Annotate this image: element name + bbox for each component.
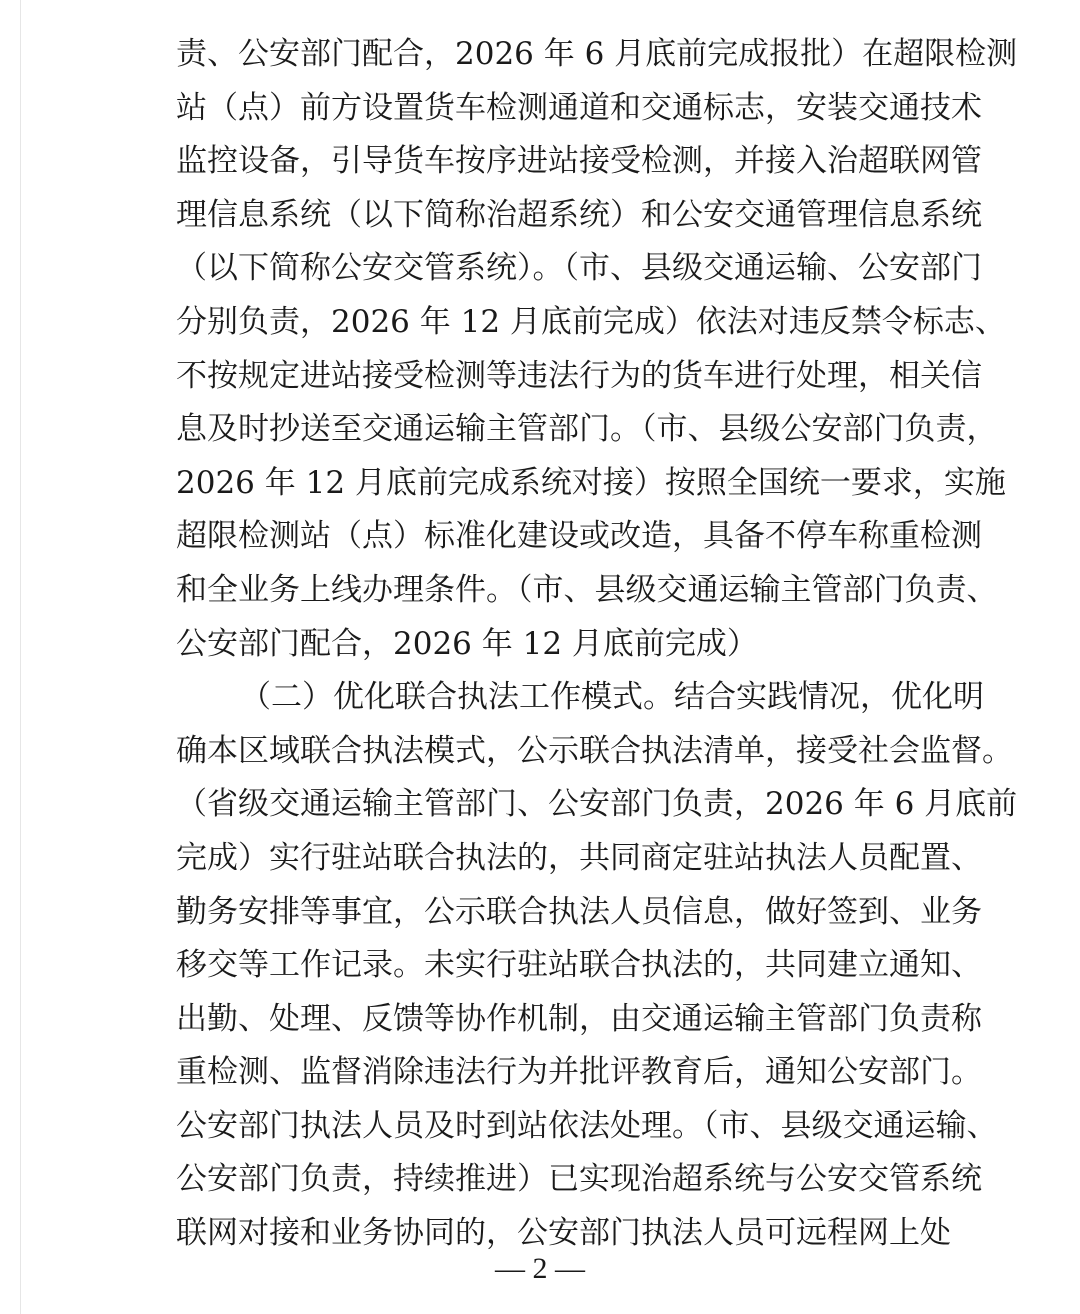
page-number: — 2 — (495, 1252, 585, 1285)
scan-edge-line (20, 0, 21, 1314)
section-heading-line: （二）优化联合执法工作模式。结合实践情况，优化明 (240, 679, 984, 716)
text-line: （以下简称公安交管系统）。（市、县级交通运输、公安部门 (176, 250, 982, 287)
text-line: 站（点）前方设置货车检测通道和交通标志，安装交通技术 (176, 89, 982, 126)
text-line: 分别负责，2026 年 12 月底前完成）依法对违反禁令标志、 (176, 303, 1006, 340)
text-line: 联网对接和业务协同的，公安部门执法人员可远程网上处 (176, 1215, 951, 1252)
text-line: 不按规定进站接受检测等违法行为的货车进行处理，相关信 (176, 357, 982, 394)
text-line: 2026 年 12 月底前完成系统对接）按照全国统一要求，实施 (176, 464, 1006, 501)
text-line: 责、公安部门配合，2026 年 6 月底前完成报批）在超限检测 (176, 36, 1018, 72)
text-line: 超限检测站（点）标准化建设或改造，具备不停车称重检测 (176, 518, 982, 555)
text-line: （省级交通运输主管部门、公安部门负责，2026 年 6 月底前 (176, 786, 1018, 823)
text-line: 公安部门执法人员及时到站依法处理。（市、县级交通运输、 (176, 1107, 998, 1144)
text-line: 理信息系统（以下简称治超系统）和公安交通管理信息系统 (176, 196, 982, 233)
text-line: 确本区域联合执法模式，公示联合执法清单，接受社会监督。 (176, 732, 1013, 769)
text-line: 公安部门配合，2026 年 12 月底前完成） (176, 625, 758, 662)
text-line: 监控设备，引导货车按序进站接受检测，并接入治超联网管 (176, 143, 982, 180)
text-line: 公安部门负责，持续推进）已实现治超系统与公安交管系统 (176, 1161, 982, 1198)
text-line: 和全业务上线办理条件。（市、县级交通运输主管部门负责、 (176, 571, 998, 608)
body-text (176, 28, 1018, 1261)
text-line: 完成）实行驻站联合执法的，共同商定驻站执法人员配置、 (176, 839, 982, 876)
text-line: 勤务安排等事宜，公示联合执法人员信息，做好签到、业务 (176, 893, 982, 930)
text-line: 出勤、处理、反馈等协作机制，由交通运输主管部门负责称 (176, 1000, 982, 1037)
text-line: 重检测、监督消除违法行为并批评教育后，通知公安部门。 (176, 1054, 982, 1091)
text-line: 息及时抄送至交通运输主管部门。（市、县级公安部门负责， (176, 411, 998, 448)
text-line: 移交等工作记录。未实行驻站联合执法的，共同建立通知、 (176, 947, 982, 984)
